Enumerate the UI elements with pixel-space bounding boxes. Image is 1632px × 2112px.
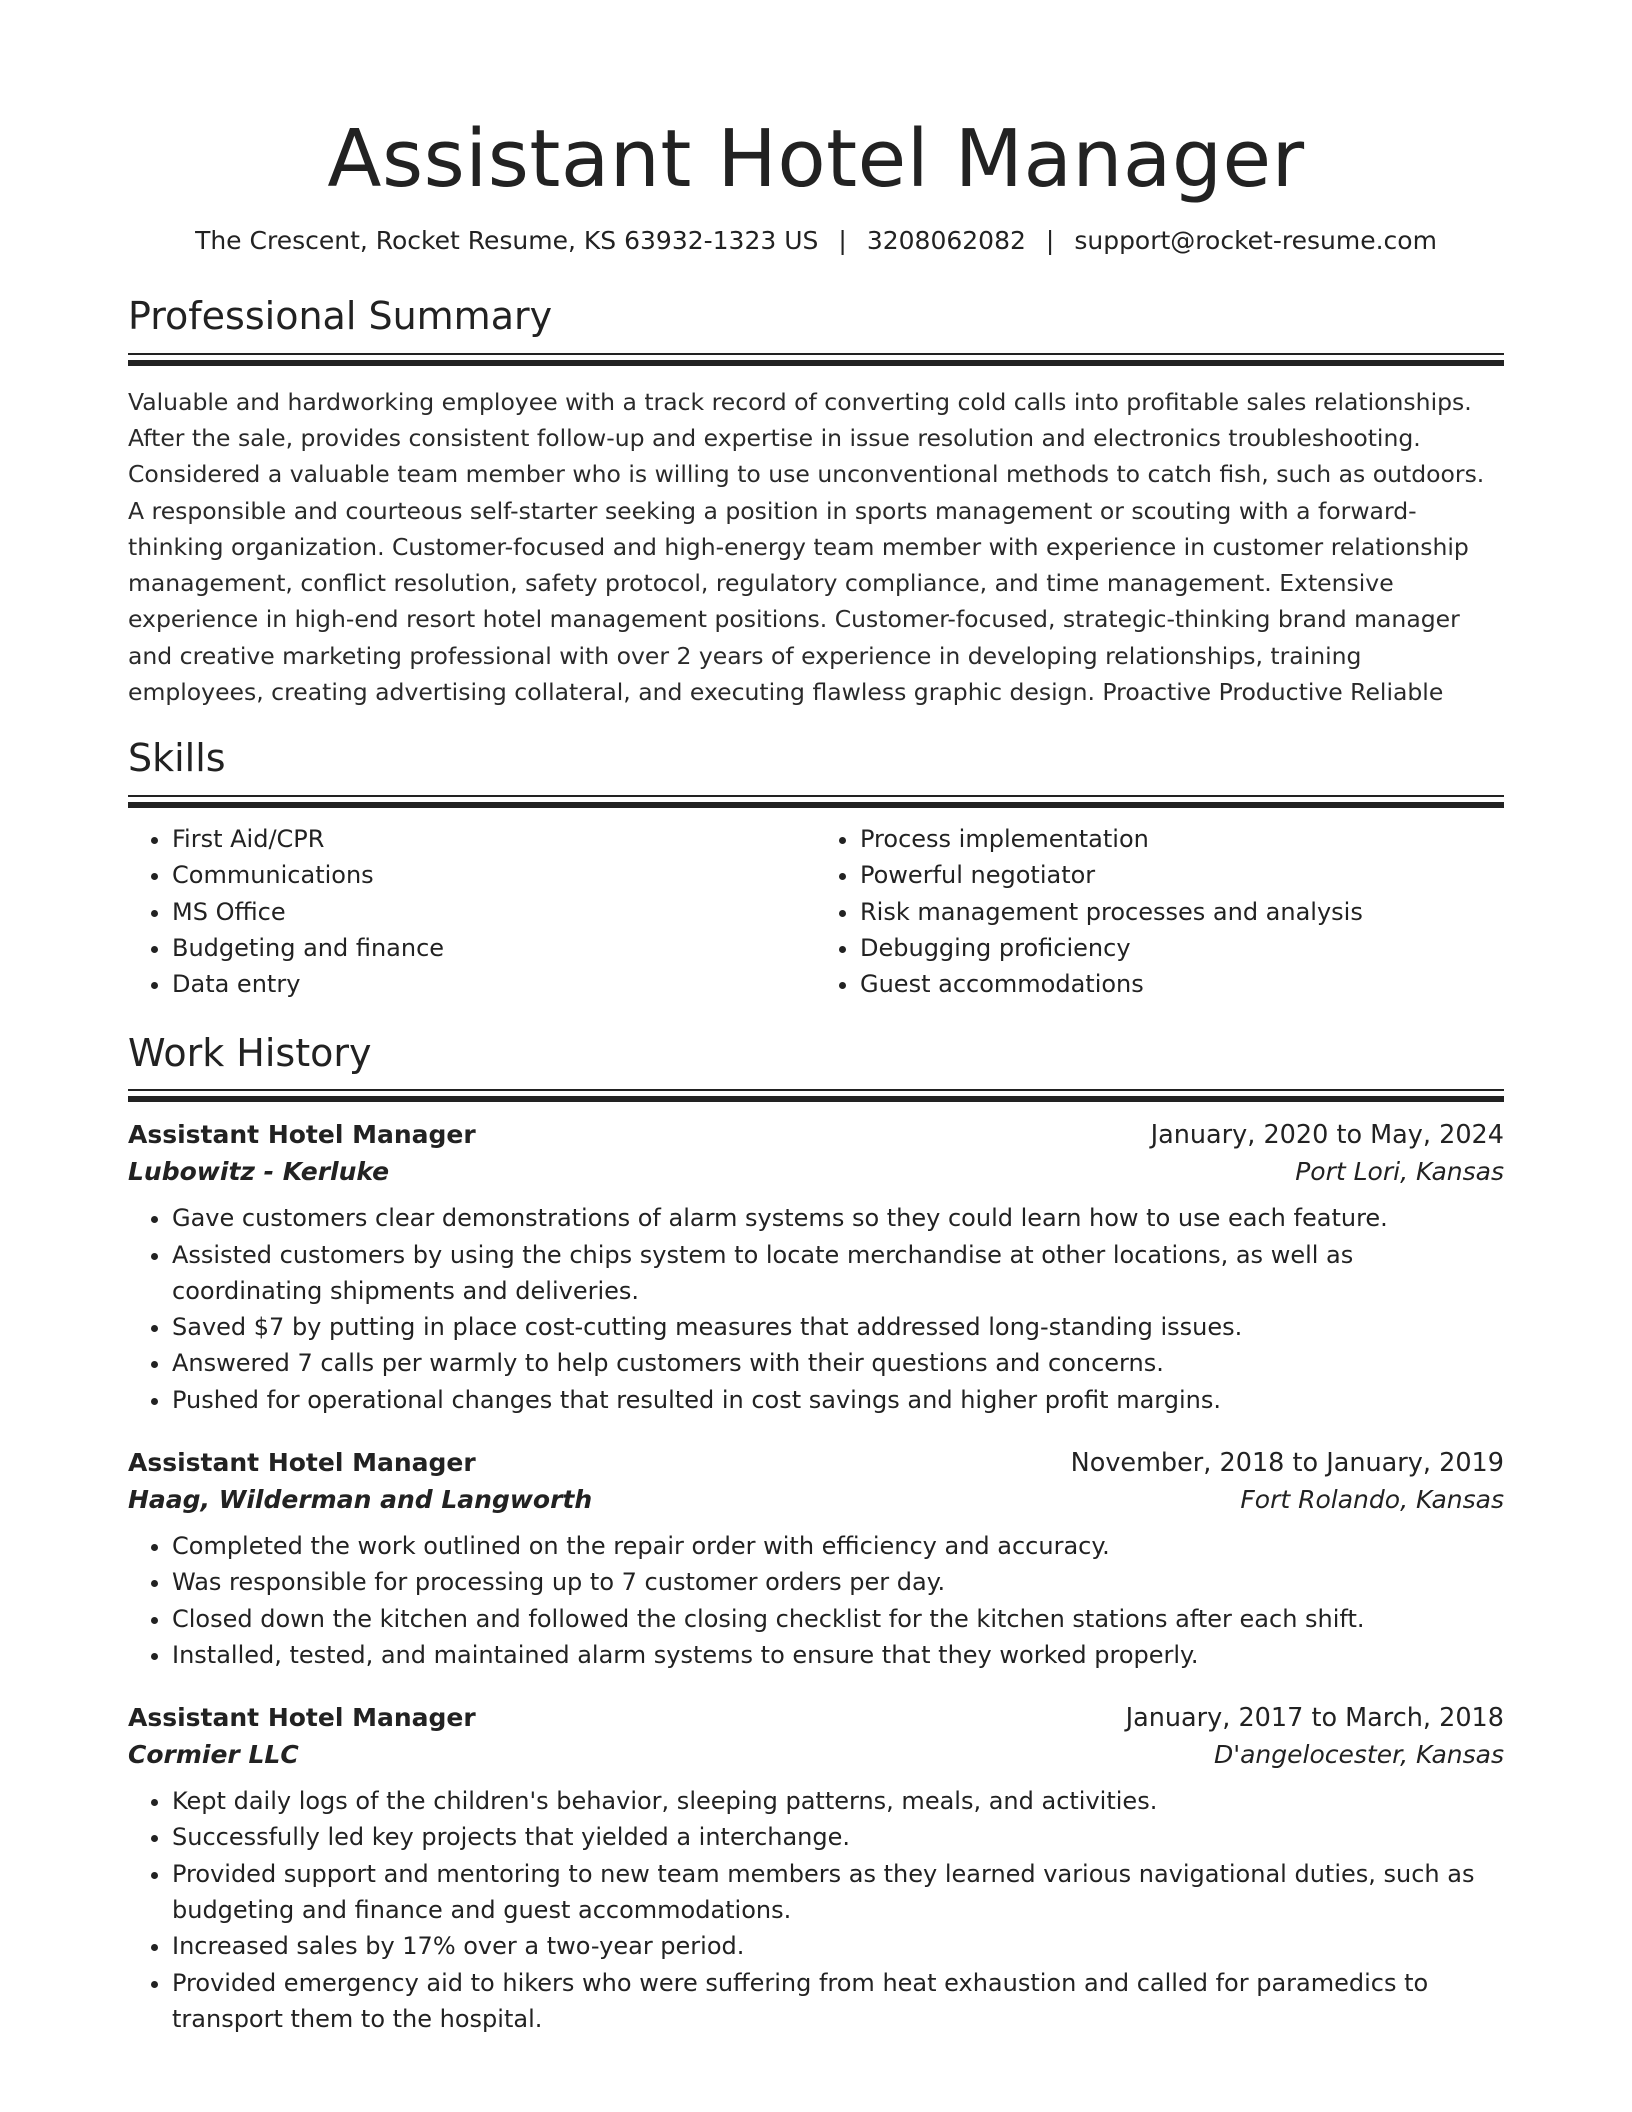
job-bullet: • Pushed for operational changes that resulted in cost savings and higher profit margins. (172, 1382, 1504, 1418)
skills-columns (128, 821, 1504, 1002)
job-bullet: • Was responsible for processing up to 7 customer orders per day. (172, 1564, 1504, 1600)
job-bullet: • Provided support and mentoring to new team members as they learned various navigational duties, such as budgeting and finance and guest accommodations. (172, 1856, 1504, 1929)
skill-item: • Risk management processes and analysis (860, 894, 1504, 930)
job-bullets (128, 1200, 1504, 1418)
skills-heading: Skills (128, 736, 226, 781)
job-subheader (128, 1478, 1504, 1514)
job-bullets (128, 1783, 1504, 2037)
skills-section (128, 737, 1504, 1002)
job-entry (128, 1448, 1504, 1673)
skills-list-right (816, 821, 1504, 1002)
job-dates: January, 2017 to March, 2018 (1125, 1703, 1504, 1734)
job-bullet: • Installed, tested, and maintained alarm systems to ensure that they worked properly. (172, 1637, 1504, 1673)
job-dates: January, 2020 to May, 2024 (1150, 1120, 1504, 1151)
job-title: Assistant Hotel Manager (128, 1703, 476, 1733)
job-header (128, 1703, 1504, 1733)
skill-item: • Powerful negotiator (860, 857, 1504, 893)
summary-text: Valuable and hardworking employee with a track record of converting cold calls into profitable sales relationships. After the sale, provides consistent follow-up and expertise in issue resolution and electronics troubleshooting. Considered a valuable team member who is willing to use unconventional methods to catch fish, such as outdoors. A responsible and courteous self-starter seeking a position in sports management or scouting with a forward-thinking organization. Customer-focused and high-energy team member with experience in customer relationship management, conflict resolution, safety protocol, regulatory compliance, and time management. Extensive experience in high-end resort hotel management positions. Customer-focused, strategic-thinking brand manager and creative marketing professional with over 2 years of experience in developing relationships, training employees, creating advertising collateral, and executing flawless graphic design. Proactive Productive Reliable (128, 387, 1485, 707)
job-bullet: • Successfully led key projects that yielded a interchange. (172, 1819, 1504, 1855)
job-bullets (128, 1528, 1504, 1673)
skill-item: • Data entry (172, 966, 816, 1002)
job-company: Lubowitz - Kerluke (128, 1157, 390, 1187)
contact-address: The Crescent, Rocket Resume, KS 63932-1323 US (195, 226, 819, 255)
skill-item: • Guest accommodations (860, 966, 1504, 1002)
job-dates: November, 2018 to January, 2019 (1070, 1448, 1504, 1478)
job-bullet: • Completed the work outlined on the repair order with efficiency and accuracy. (172, 1528, 1504, 1564)
job-bullet: • Gave customers clear demonstrations of alarm systems so they could learn how to use each feature. (172, 1200, 1504, 1236)
contact-email: support@rocket-resume.com (1074, 226, 1437, 255)
skill-item: • Communications (172, 857, 816, 893)
job-bullet: • Increased sales by 17% over a two-year period. (172, 1928, 1504, 1964)
job-bullet: • Answered 7 calls per warmly to help customers with their questions and concerns. (172, 1345, 1504, 1381)
job-subheader (128, 1733, 1504, 1769)
job-entry (128, 1703, 1504, 2037)
work-history-heading: Work History (128, 1030, 372, 1075)
job-bullet: • Closed down the kitchen and followed the closing checklist for the kitchen stations after each shift. (172, 1601, 1504, 1637)
contact-separator: | (838, 226, 847, 255)
skill-item: • Process implementation (860, 821, 1504, 857)
skill-item: • MS Office (172, 894, 816, 930)
job-bullet: • Assisted customers by using the chips system to locate merchandise at other locations, as well as coordinating shipments and deliveries. (172, 1237, 1504, 1310)
skills-list-left (128, 821, 816, 1002)
job-location: D'angelocester, Kansas (1213, 1740, 1504, 1770)
contact-separator: | (1045, 226, 1055, 255)
job-title: Assistant Hotel Manager (128, 1120, 476, 1150)
job-subheader (128, 1150, 1504, 1186)
job-bullet: • Kept daily logs of the children's behavior, sleeping patterns, meals, and activities. (172, 1783, 1504, 1819)
job-entry (128, 1120, 1504, 1418)
contact-line (128, 226, 1504, 255)
contact-phone: 3208062082 (866, 226, 1026, 255)
job-company: Haag, Wilderman and Langworth (128, 1485, 593, 1514)
skill-item: • Debugging proficiency (860, 930, 1504, 966)
job-header (128, 1448, 1504, 1478)
work-history-section (128, 1032, 1504, 2038)
resume-title: Assistant Hotel Manager (327, 113, 1305, 205)
job-company: Cormier LLC (128, 1740, 299, 1770)
skill-item: • First Aid/CPR (172, 821, 816, 857)
job-location: Port Lori, Kansas (1295, 1157, 1504, 1187)
section-divider (128, 1089, 1504, 1102)
job-location: Fort Rolando, Kansas (1240, 1485, 1504, 1514)
summary-heading: Professional Summary (128, 294, 553, 338)
job-title: Assistant Hotel Manager (128, 1448, 476, 1477)
job-header (128, 1120, 1504, 1150)
section-divider (128, 353, 1504, 366)
job-bullet: • Provided emergency aid to hikers who were suffering from heat exhaustion and called for paramedics to transport them to the hospital. (172, 1965, 1504, 2038)
summary-section (128, 295, 1504, 710)
section-divider (128, 795, 1504, 808)
skill-item: • Budgeting and finance (172, 930, 816, 966)
job-bullet: • Saved $7 by putting in place cost-cutting measures that addressed long-standing issues. (172, 1309, 1504, 1345)
